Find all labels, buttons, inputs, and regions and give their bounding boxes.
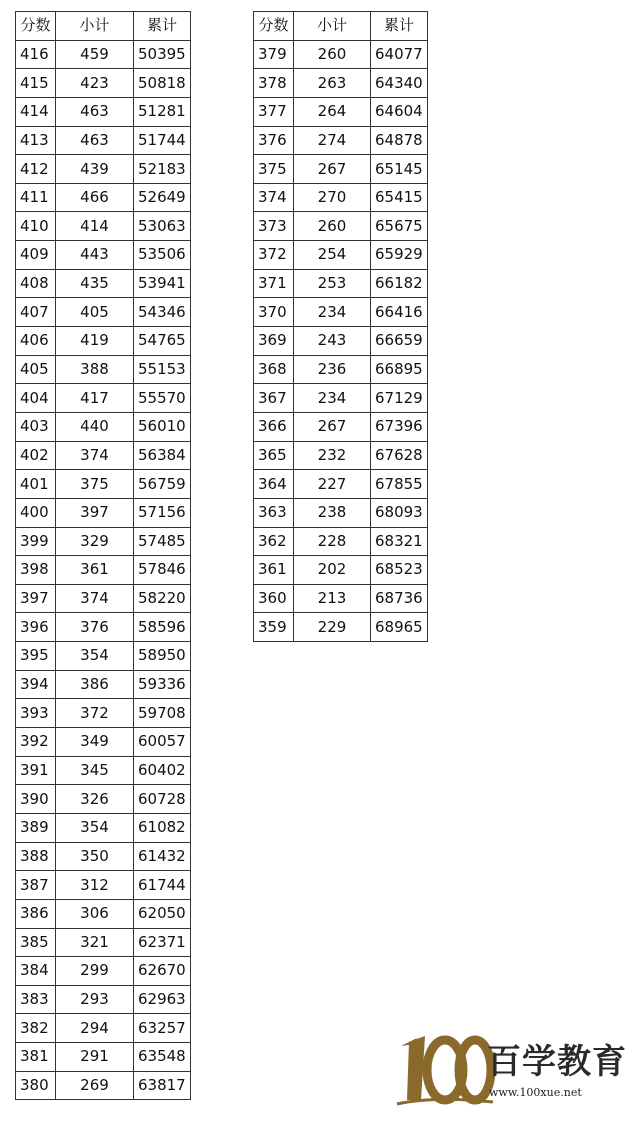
cell-score: 393 (16, 699, 56, 728)
table-header-row (16, 12, 191, 41)
table-row (254, 613, 428, 642)
table-row (16, 842, 191, 871)
header-cumulative: 累计 (134, 12, 191, 41)
cell-cumulative: 53941 (134, 269, 191, 298)
table-row (16, 985, 191, 1014)
cell-subtotal: 443 (56, 241, 134, 270)
table-row (254, 155, 428, 184)
table-row (16, 556, 191, 585)
table-row (254, 556, 428, 585)
table-row (254, 412, 428, 441)
cell-cumulative: 66659 (371, 327, 428, 356)
cell-cumulative: 62670 (134, 957, 191, 986)
cell-score: 366 (254, 412, 294, 441)
table-row (16, 241, 191, 270)
cell-subtotal: 306 (56, 899, 134, 928)
table-row (16, 527, 191, 556)
table-row (16, 728, 191, 757)
cell-cumulative: 63817 (134, 1071, 191, 1100)
table-row (16, 899, 191, 928)
table-row (254, 241, 428, 270)
cell-score: 397 (16, 584, 56, 613)
cell-subtotal: 254 (294, 241, 371, 270)
table-row (16, 441, 191, 470)
cell-cumulative: 67855 (371, 470, 428, 499)
table-row (254, 269, 428, 298)
cell-subtotal: 463 (56, 126, 134, 155)
cell-score: 378 (254, 69, 294, 98)
cell-subtotal: 345 (56, 756, 134, 785)
cell-score: 387 (16, 871, 56, 900)
cell-score: 364 (254, 470, 294, 499)
table-row (16, 298, 191, 327)
cell-subtotal: 234 (294, 298, 371, 327)
table-row (16, 470, 191, 499)
header-score: 分数 (16, 12, 56, 41)
cell-score: 365 (254, 441, 294, 470)
cell-cumulative: 68321 (371, 527, 428, 556)
cell-subtotal: 299 (56, 957, 134, 986)
header-subtotal: 小计 (56, 12, 134, 41)
table-row (16, 212, 191, 241)
cell-subtotal: 260 (294, 40, 371, 69)
cell-subtotal: 374 (56, 441, 134, 470)
cell-score: 404 (16, 384, 56, 413)
cell-score: 414 (16, 97, 56, 126)
cell-cumulative: 66416 (371, 298, 428, 327)
table-row (254, 498, 428, 527)
cell-cumulative: 67628 (371, 441, 428, 470)
table-row (16, 642, 191, 671)
cell-subtotal: 321 (56, 928, 134, 957)
cell-score: 372 (254, 241, 294, 270)
cell-subtotal: 326 (56, 785, 134, 814)
cell-score: 360 (254, 584, 294, 613)
cell-subtotal: 228 (294, 527, 371, 556)
cell-subtotal: 312 (56, 871, 134, 900)
table-row (254, 470, 428, 499)
cell-subtotal: 293 (56, 985, 134, 1014)
cell-score: 405 (16, 355, 56, 384)
cell-subtotal: 294 (56, 1014, 134, 1043)
table-row (16, 498, 191, 527)
cell-cumulative: 58596 (134, 613, 191, 642)
cell-subtotal: 405 (56, 298, 134, 327)
table-row (16, 40, 191, 69)
cell-cumulative: 67396 (371, 412, 428, 441)
table-row (16, 756, 191, 785)
cell-cumulative: 51281 (134, 97, 191, 126)
cell-subtotal: 270 (294, 183, 371, 212)
cell-score: 386 (16, 899, 56, 928)
header-score: 分数 (254, 12, 294, 41)
cell-subtotal: 236 (294, 355, 371, 384)
brand-logo (395, 1030, 627, 1110)
cell-subtotal: 267 (294, 155, 371, 184)
score-table-left (15, 11, 191, 1100)
table-row (254, 126, 428, 155)
table-row (16, 355, 191, 384)
cell-score: 401 (16, 470, 56, 499)
cell-cumulative: 50395 (134, 40, 191, 69)
cell-cumulative: 55570 (134, 384, 191, 413)
cell-cumulative: 61082 (134, 813, 191, 842)
table-row (16, 126, 191, 155)
cell-score: 367 (254, 384, 294, 413)
cell-score: 403 (16, 412, 56, 441)
cell-score: 370 (254, 298, 294, 327)
cell-score: 359 (254, 613, 294, 642)
cell-subtotal: 354 (56, 642, 134, 671)
cell-subtotal: 238 (294, 498, 371, 527)
cell-cumulative: 56010 (134, 412, 191, 441)
table-row (16, 871, 191, 900)
cell-score: 416 (16, 40, 56, 69)
cell-subtotal: 439 (56, 155, 134, 184)
table-row (16, 155, 191, 184)
table-row (254, 298, 428, 327)
brand-name: 百学教育 (487, 1042, 627, 1082)
cell-score: 406 (16, 327, 56, 356)
cell-cumulative: 66182 (371, 269, 428, 298)
cell-subtotal: 417 (56, 384, 134, 413)
cell-subtotal: 329 (56, 527, 134, 556)
cell-score: 412 (16, 155, 56, 184)
cell-subtotal: 375 (56, 470, 134, 499)
cell-score: 373 (254, 212, 294, 241)
header-cumulative: 累计 (371, 12, 428, 41)
cell-score: 394 (16, 670, 56, 699)
cell-subtotal: 376 (56, 613, 134, 642)
cell-score: 384 (16, 957, 56, 986)
score-table-right (253, 11, 428, 642)
cell-score: 407 (16, 298, 56, 327)
table-row (16, 69, 191, 98)
table-row (254, 355, 428, 384)
cell-cumulative: 53063 (134, 212, 191, 241)
cell-subtotal: 459 (56, 40, 134, 69)
logo-mark-icon (395, 1030, 495, 1110)
cell-subtotal: 267 (294, 412, 371, 441)
table-row (254, 69, 428, 98)
table-row (254, 384, 428, 413)
cell-cumulative: 61432 (134, 842, 191, 871)
cell-subtotal: 435 (56, 269, 134, 298)
cell-score: 388 (16, 842, 56, 871)
table-row (16, 97, 191, 126)
table-row (16, 670, 191, 699)
cell-cumulative: 62050 (134, 899, 191, 928)
cell-cumulative: 60402 (134, 756, 191, 785)
table-row (254, 584, 428, 613)
table-row (16, 813, 191, 842)
cell-score: 368 (254, 355, 294, 384)
cell-subtotal: 388 (56, 355, 134, 384)
table-row (16, 613, 191, 642)
cell-score: 395 (16, 642, 56, 671)
cell-score: 409 (16, 241, 56, 270)
cell-cumulative: 57156 (134, 498, 191, 527)
cell-cumulative: 62963 (134, 985, 191, 1014)
cell-cumulative: 64077 (371, 40, 428, 69)
cell-subtotal: 269 (56, 1071, 134, 1100)
cell-cumulative: 65415 (371, 183, 428, 212)
cell-score: 383 (16, 985, 56, 1014)
cell-score: 411 (16, 183, 56, 212)
cell-score: 415 (16, 69, 56, 98)
cell-cumulative: 59708 (134, 699, 191, 728)
cell-score: 392 (16, 728, 56, 757)
cell-score: 398 (16, 556, 56, 585)
table-row (16, 183, 191, 212)
table-row (16, 785, 191, 814)
cell-score: 381 (16, 1043, 56, 1072)
cell-cumulative: 52649 (134, 183, 191, 212)
cell-subtotal: 423 (56, 69, 134, 98)
table-row (16, 1014, 191, 1043)
cell-cumulative: 59336 (134, 670, 191, 699)
cell-score: 363 (254, 498, 294, 527)
cell-cumulative: 56759 (134, 470, 191, 499)
cell-cumulative: 65929 (371, 241, 428, 270)
cell-score: 362 (254, 527, 294, 556)
cell-cumulative: 65675 (371, 212, 428, 241)
cell-cumulative: 52183 (134, 155, 191, 184)
cell-score: 410 (16, 212, 56, 241)
cell-cumulative: 68523 (371, 556, 428, 585)
cell-score: 374 (254, 183, 294, 212)
cell-score: 380 (16, 1071, 56, 1100)
cell-cumulative: 64340 (371, 69, 428, 98)
cell-subtotal: 229 (294, 613, 371, 642)
cell-score: 402 (16, 441, 56, 470)
cell-score: 408 (16, 269, 56, 298)
cell-score: 361 (254, 556, 294, 585)
cell-cumulative: 54765 (134, 327, 191, 356)
cell-subtotal: 397 (56, 498, 134, 527)
cell-subtotal: 349 (56, 728, 134, 757)
cell-subtotal: 227 (294, 470, 371, 499)
cell-subtotal: 350 (56, 842, 134, 871)
cell-cumulative: 64878 (371, 126, 428, 155)
cell-subtotal: 374 (56, 584, 134, 613)
table-row (254, 40, 428, 69)
table-row (254, 441, 428, 470)
table-header-row (254, 12, 428, 41)
cell-cumulative: 68093 (371, 498, 428, 527)
cell-score: 385 (16, 928, 56, 957)
cell-cumulative: 64604 (371, 97, 428, 126)
cell-score: 375 (254, 155, 294, 184)
cell-cumulative: 67129 (371, 384, 428, 413)
cell-cumulative: 58950 (134, 642, 191, 671)
table-row (16, 699, 191, 728)
cell-score: 371 (254, 269, 294, 298)
cell-cumulative: 62371 (134, 928, 191, 957)
cell-subtotal: 440 (56, 412, 134, 441)
table-row (16, 1043, 191, 1072)
cell-cumulative: 58220 (134, 584, 191, 613)
cell-score: 382 (16, 1014, 56, 1043)
cell-subtotal: 264 (294, 97, 371, 126)
cell-cumulative: 65145 (371, 155, 428, 184)
cell-score: 399 (16, 527, 56, 556)
cell-subtotal: 386 (56, 670, 134, 699)
cell-subtotal: 253 (294, 269, 371, 298)
cell-cumulative: 56384 (134, 441, 191, 470)
cell-subtotal: 372 (56, 699, 134, 728)
table-row (16, 584, 191, 613)
cell-score: 396 (16, 613, 56, 642)
cell-subtotal: 466 (56, 183, 134, 212)
table-row (254, 97, 428, 126)
table-row (16, 928, 191, 957)
table-row (254, 327, 428, 356)
cell-cumulative: 51744 (134, 126, 191, 155)
cell-cumulative: 68736 (371, 584, 428, 613)
cell-score: 413 (16, 126, 56, 155)
table-row (16, 327, 191, 356)
cell-subtotal: 234 (294, 384, 371, 413)
cell-subtotal: 463 (56, 97, 134, 126)
cell-cumulative: 57846 (134, 556, 191, 585)
table-row (254, 183, 428, 212)
cell-cumulative: 50818 (134, 69, 191, 98)
table-row (16, 1071, 191, 1100)
cell-cumulative: 60728 (134, 785, 191, 814)
table-row (254, 527, 428, 556)
cell-cumulative: 66895 (371, 355, 428, 384)
table-row (254, 212, 428, 241)
cell-score: 369 (254, 327, 294, 356)
cell-cumulative: 57485 (134, 527, 191, 556)
cell-score: 389 (16, 813, 56, 842)
table-row (16, 269, 191, 298)
cell-cumulative: 54346 (134, 298, 191, 327)
cell-subtotal: 263 (294, 69, 371, 98)
cell-score: 379 (254, 40, 294, 69)
cell-cumulative: 63548 (134, 1043, 191, 1072)
table-row (16, 412, 191, 441)
cell-cumulative: 68965 (371, 613, 428, 642)
cell-subtotal: 232 (294, 441, 371, 470)
cell-cumulative: 55153 (134, 355, 191, 384)
cell-cumulative: 53506 (134, 241, 191, 270)
cell-score: 391 (16, 756, 56, 785)
cell-subtotal: 414 (56, 212, 134, 241)
brand-url: www.100xue.net (489, 1086, 582, 1099)
cell-subtotal: 202 (294, 556, 371, 585)
cell-subtotal: 243 (294, 327, 371, 356)
cell-subtotal: 291 (56, 1043, 134, 1072)
cell-score: 376 (254, 126, 294, 155)
header-subtotal: 小计 (294, 12, 371, 41)
table-row (16, 957, 191, 986)
cell-subtotal: 361 (56, 556, 134, 585)
cell-subtotal: 274 (294, 126, 371, 155)
cell-subtotal: 213 (294, 584, 371, 613)
cell-subtotal: 419 (56, 327, 134, 356)
cell-score: 390 (16, 785, 56, 814)
cell-cumulative: 60057 (134, 728, 191, 757)
cell-score: 377 (254, 97, 294, 126)
cell-cumulative: 63257 (134, 1014, 191, 1043)
cell-subtotal: 354 (56, 813, 134, 842)
cell-cumulative: 61744 (134, 871, 191, 900)
cell-score: 400 (16, 498, 56, 527)
cell-subtotal: 260 (294, 212, 371, 241)
table-row (16, 384, 191, 413)
